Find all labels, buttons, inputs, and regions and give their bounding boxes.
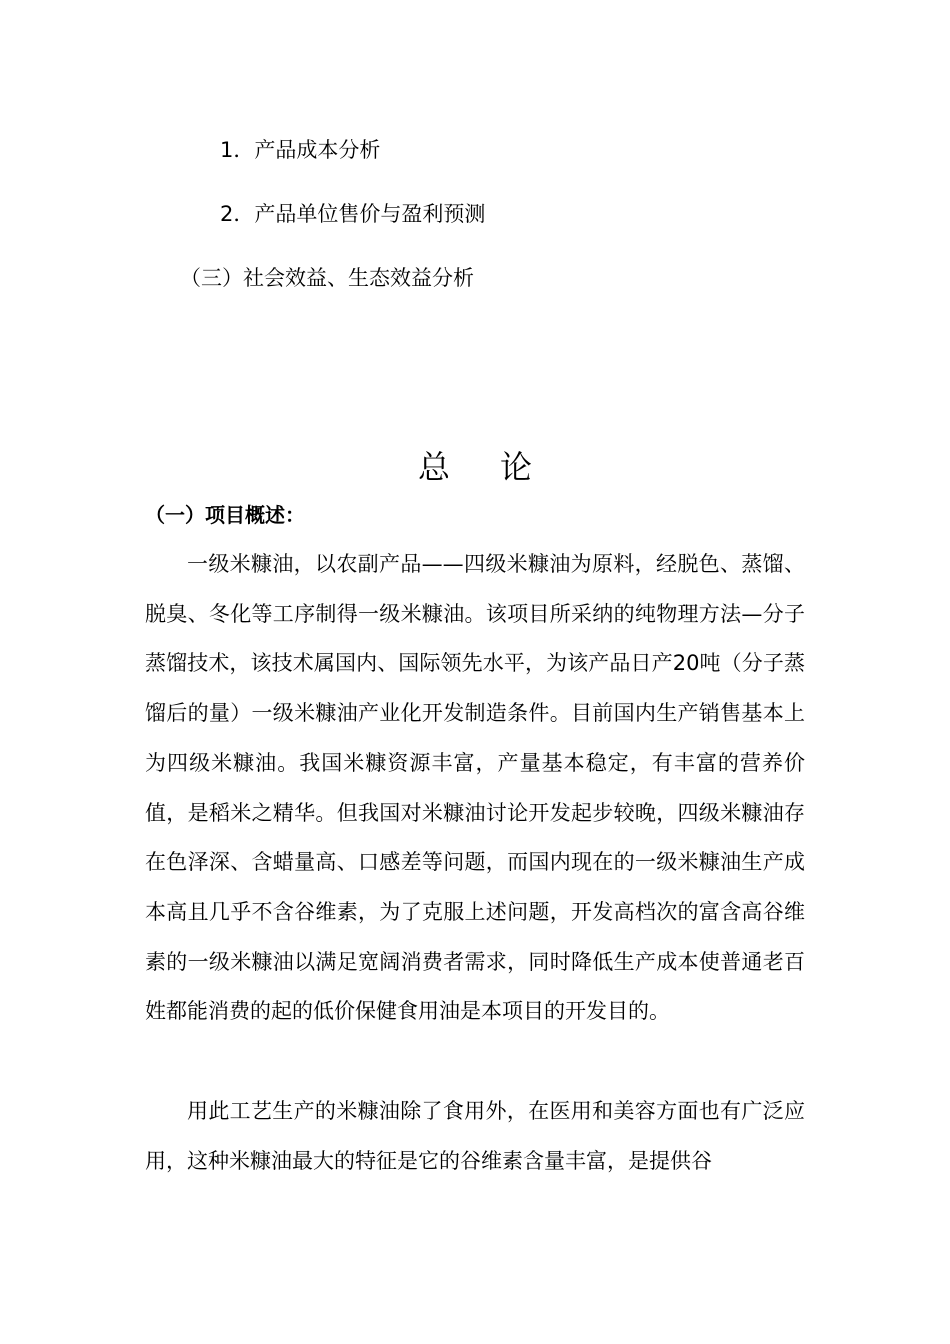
toc-item-social-ecological-benefits: （三）社会效益、生态效益分析	[180, 266, 474, 290]
section-heading-project-overview: （一）项目概述：	[145, 503, 305, 527]
body-paragraph: 一级米糠油，以农副产品——四级米糠油为原料，经脱色、蒸馏、脱臭、冬化等工序制得一级米糠油。该项目所采纳的纯物理方法—分子蒸馏技术，该技术属国内、国际领先水平，为该产品日产20吨（分子蒸馏后的量）一级米糠油产业化开发制造条件。目前国内生产销售基本上为四级米糠油。我国米糠资源丰富，产量基本稳定，有丰富的营养价值，是稻米之精华。但我国对米糠油讨论开发起步较晚，四级米糠油存在色泽深、含蜡量高、口感差等问题，而国内现在的一级米糠油生产成本高且几乎不含谷维素，为了克服上述问题，开发高档次的富含高谷维素的一级米糠油以满足宽阔消费者需求，同时降低生产成本使普通老百姓都能消费的起的低价保健食用油是本项目的开发目的。	[145, 552, 805, 1024]
toc-item-price-profit-forecast: 2．产品单位售价与盈利预测	[220, 202, 486, 226]
body-paragraph: 用此工艺生产的米糠油除了食用外，在医用和美容方面也有广泛应用，这种米糠油最大的特征是它的谷维素含量丰富，是提供谷	[145, 1099, 805, 1173]
toc-item-product-cost-analysis: 1．产品成本分析	[220, 138, 381, 162]
chapter-title: 总论	[417, 448, 582, 486]
